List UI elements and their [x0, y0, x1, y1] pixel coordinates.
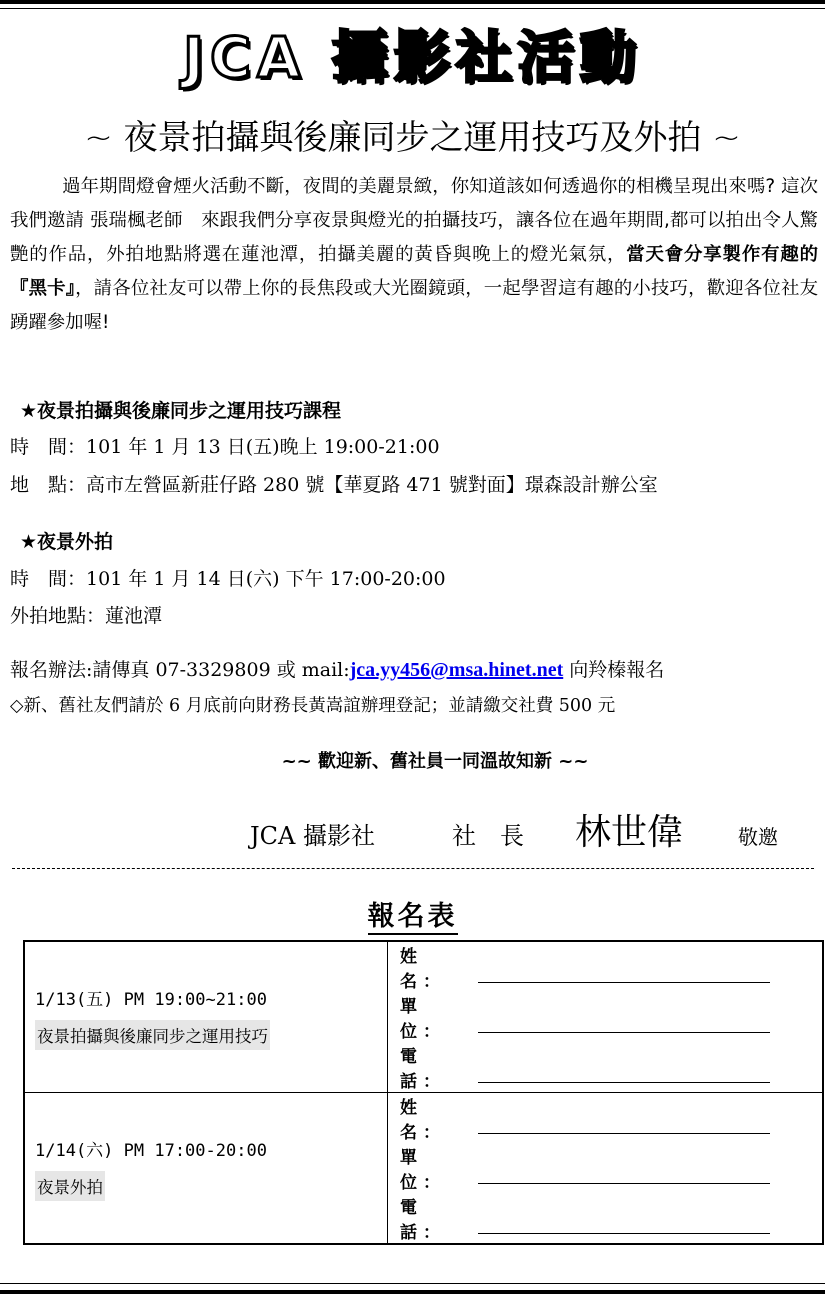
intro-bold-text: 當天會分享製作有趣的『黑卡』 — [10, 244, 818, 299]
top-border-thick — [0, 0, 825, 4]
event-name: 夜景外拍 — [35, 1171, 105, 1201]
page-title: JCA 攝影社活動 — [183, 26, 642, 91]
table-row — [24, 941, 823, 1093]
unit-input-line[interactable] — [478, 1014, 770, 1033]
registration-table — [23, 940, 824, 1245]
outing-place — [10, 601, 162, 628]
name-field[interactable] — [388, 942, 822, 992]
outing-time-value: 101 年 1 月 14 日(六) 下午 17:00-20:00 — [86, 568, 446, 590]
intro-text-1: 過年期間燈會煙火活動不斷，夜間的美麗景緻，你知道該如何透過你的相機呈現出來嗎? 這次我們邀請 張瑞楓老師 來跟我們分享夜景與燈光的拍攝技巧，讓各位在過年期間,都可以拍出令人驚艷的作品，外拍地點將選在蓮池潭，拍攝美麗的黃昏與晚上的燈光氣氛， — [10, 176, 818, 265]
course-time-label: 時 間： — [10, 436, 87, 458]
course-place-label: 地 點： — [10, 474, 87, 496]
outing-time — [10, 564, 446, 591]
intro-text-2: ，請各位社友可以帶上你的長焦段或大光圈鏡頭，一起學習這有趣的小技巧，歡迎各位社友踴躍參加喔! — [10, 278, 818, 333]
signup-suffix: 向羚榛報名 — [563, 659, 665, 681]
unit-input-line[interactable] — [478, 1165, 770, 1184]
course-place-value: 高市左營區新莊仔路 280 號【華夏路 471 號對面】璟森設計辦公室 — [86, 474, 658, 496]
field-label: 電 話： — [400, 1198, 446, 1243]
signup-email-link[interactable]: jca.yy456@msa.hinet.net — [349, 659, 564, 681]
field-label: 單 位： — [400, 997, 446, 1042]
signature-club: JCA 攝影社 — [250, 822, 375, 850]
event-cell — [24, 941, 388, 1093]
intro-paragraph — [10, 170, 818, 340]
phone-field[interactable] — [388, 1193, 822, 1243]
welcome-message: ~~ 歡迎新、舊社員一同溫故知新 ~~ — [281, 751, 589, 772]
form-title — [0, 894, 825, 933]
signup-note: ◇新、舊社友們請於 6 月底前向財務長黃嵩誼辦理登記；並請繳交社費 500 元 — [10, 696, 616, 716]
unit-field[interactable] — [388, 1143, 822, 1193]
outing-place-label: 外拍地點： — [10, 605, 106, 627]
course-place — [10, 470, 658, 497]
signature-closing: 敬邀 — [738, 825, 778, 849]
fields-cell — [388, 1093, 824, 1245]
form-title-text: 報名表 — [368, 901, 458, 935]
field-label: 姓 名： — [400, 947, 446, 992]
outing-time-label: 時 間： — [10, 568, 87, 590]
signature-role: 社 長 — [452, 822, 524, 850]
phone-field[interactable] — [388, 1042, 822, 1092]
fields-cell — [388, 941, 824, 1093]
unit-field[interactable] — [388, 992, 822, 1042]
table-row — [24, 1093, 823, 1245]
top-border-thin — [0, 8, 825, 9]
name-field[interactable] — [388, 1093, 822, 1143]
name-input-line[interactable] — [478, 1115, 770, 1134]
field-label: 姓 名： — [400, 1098, 446, 1143]
field-label: 電 話： — [400, 1047, 446, 1092]
outing-place-value: 蓮池潭 — [105, 605, 163, 627]
signup-line — [10, 655, 664, 682]
phone-input-line[interactable] — [478, 1064, 770, 1083]
event-cell — [24, 1093, 388, 1245]
field-label: 單 位： — [400, 1148, 446, 1193]
phone-input-line[interactable] — [478, 1215, 770, 1234]
course-time-value: 101 年 1 月 13 日(五)晚上 19:00-21:00 — [86, 436, 440, 458]
event-datetime: 1/14(六) PM 17:00-20:00 — [35, 1140, 267, 1161]
course-heading: ★夜景拍攝與後廉同步之運用技巧課程 — [20, 400, 342, 422]
cut-line — [12, 868, 814, 869]
name-input-line[interactable] — [478, 964, 770, 983]
bottom-border-thin — [0, 1283, 825, 1284]
bottom-border-thick — [0, 1290, 825, 1294]
event-name: 夜景拍攝與後廉同步之運用技巧 — [35, 1020, 270, 1050]
signature-name: 林世偉 — [575, 812, 684, 853]
event-datetime: 1/13(五) PM 19:00~21:00 — [35, 989, 267, 1010]
outing-heading: ★夜景外拍 — [20, 531, 114, 553]
page-subtitle: ~ 夜景拍攝與後廉同步之運用技巧及外拍 ~ — [84, 118, 741, 158]
signup-prefix: 報名辦法:請傳真 07-3329809 或 mail: — [10, 659, 350, 681]
course-time — [10, 432, 440, 459]
